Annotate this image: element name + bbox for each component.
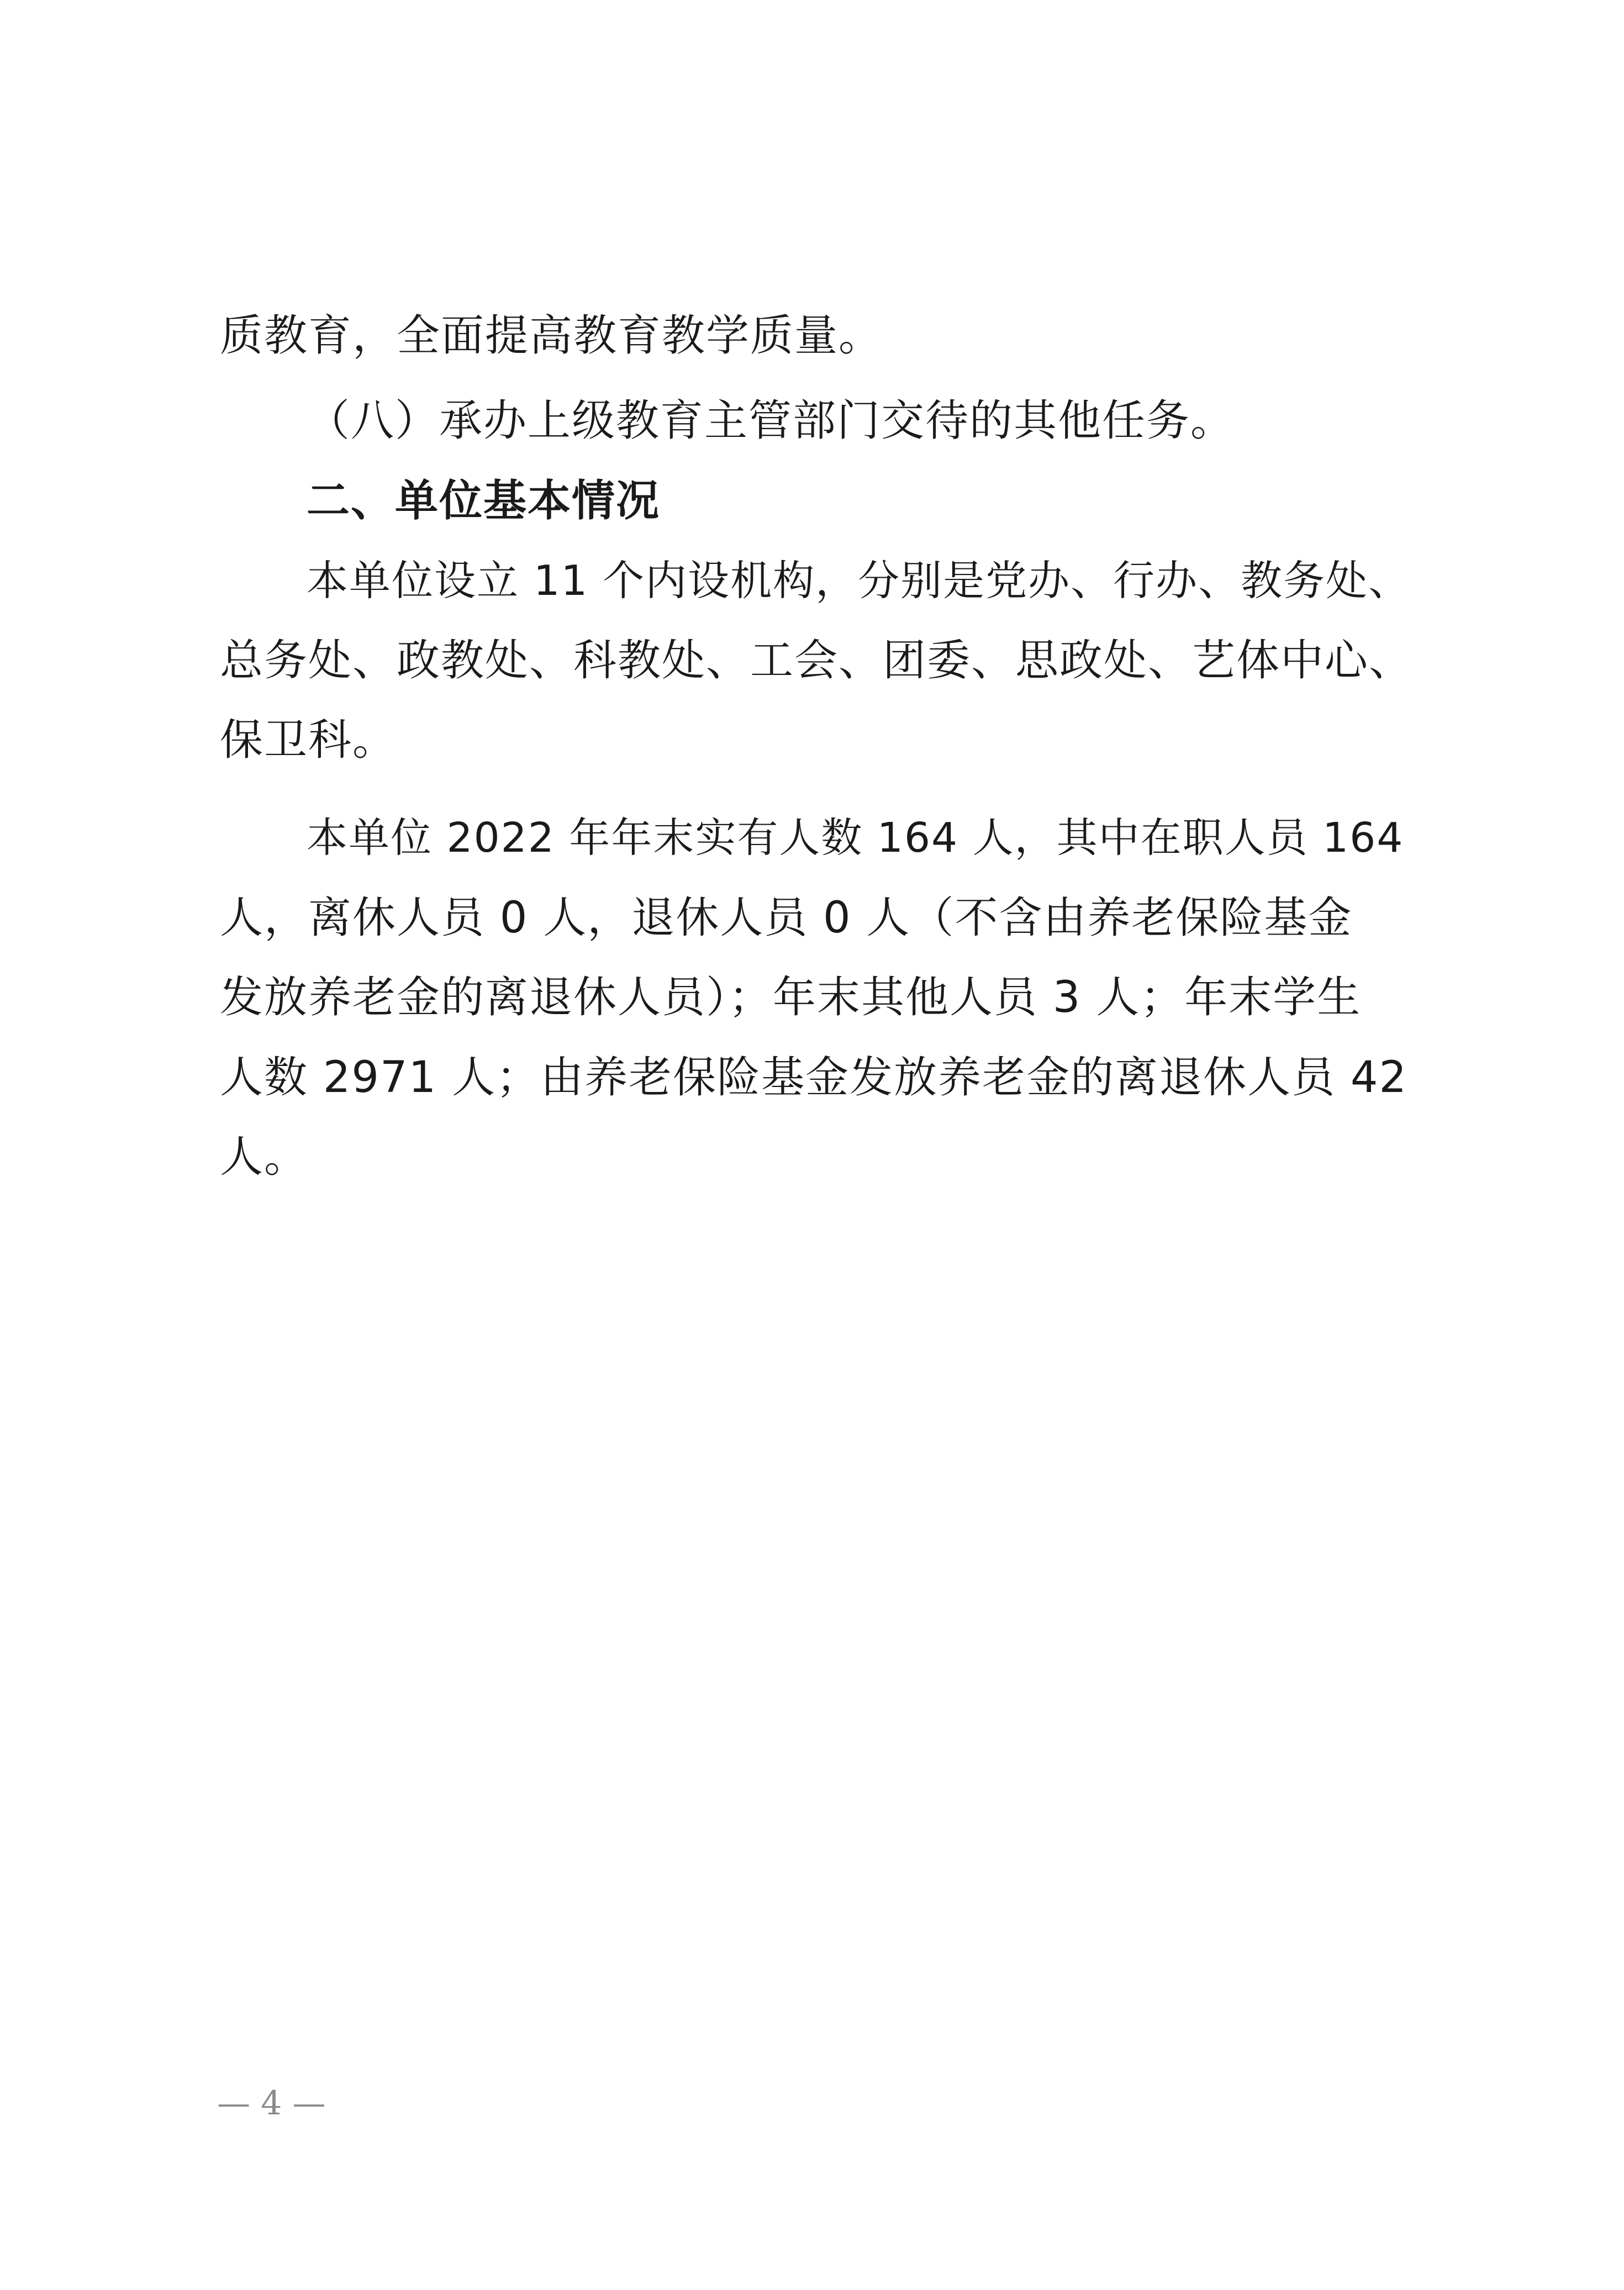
paragraph-staff-line-5: 人。: [220, 1132, 309, 1182]
paragraph-continuation: 质教育，全面提高教育教学质量。: [220, 311, 883, 361]
paragraph-departments-line-2: 总务处、政教处、科教处、工会、团委、思政处、艺体中心、: [220, 636, 1414, 685]
paragraph-staff-line-3: 发放养老金的离退休人员）；年末其他人员 3 人；年末学生: [220, 973, 1362, 1022]
page-number: — 4 —: [217, 2084, 326, 2123]
duty-item-8: （八）承办上级教育主管部门交待的其他任务。: [307, 396, 1235, 446]
paragraph-departments-line-3: 保卫科。: [220, 715, 397, 765]
paragraph-departments-line-1: 本单位设立 11 个内设机构，分别是党办、行办、教务处、: [307, 556, 1411, 605]
paragraph-staff-line-1: 本单位 2022 年年末实有人数 164 人，其中在职人员 164: [307, 814, 1404, 862]
paragraph-staff-line-4: 人数 2971 人；由养老保险基金发放养老金的离退休人员 42: [220, 1053, 1408, 1102]
section-heading: 二、单位基本情况: [307, 476, 661, 526]
paragraph-staff-line-2: 人，离休人员 0 人，退休人员 0 人（不含由养老保险基金: [220, 893, 1353, 943]
